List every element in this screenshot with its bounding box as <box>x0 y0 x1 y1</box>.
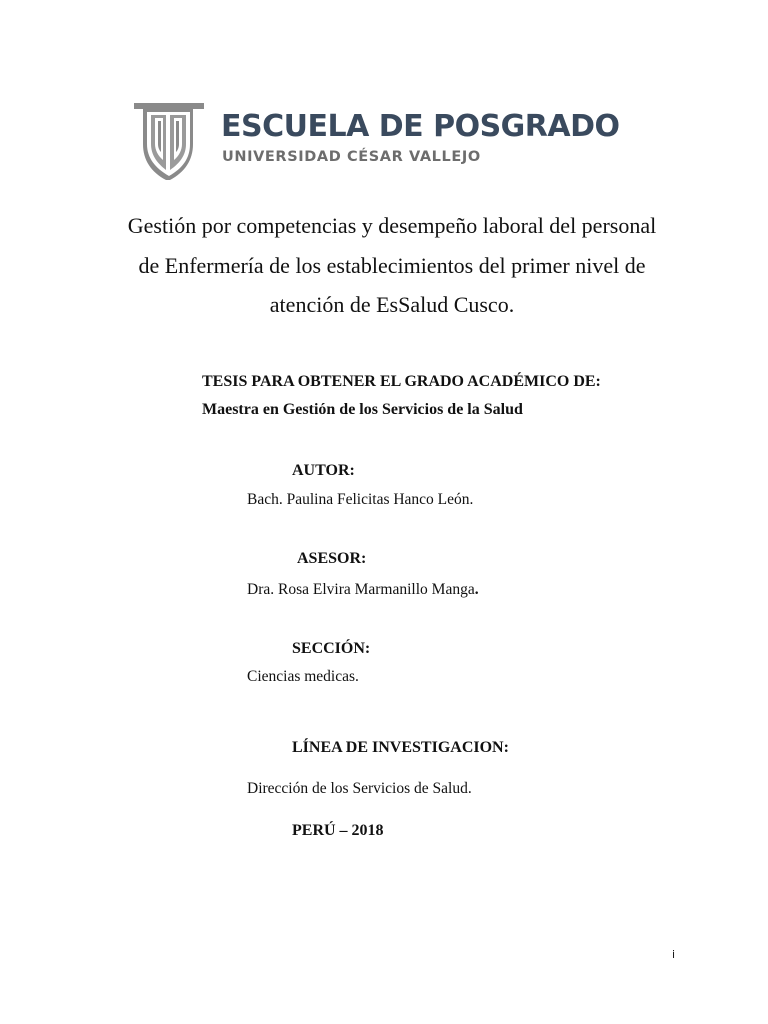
research-line-label: LÍNEA DE INVESTIGACION: <box>292 739 509 756</box>
institution-subtitle: UNIVERSIDAD CÉSAR VALLEJO <box>222 149 481 165</box>
thesis-title <box>100 206 684 325</box>
institution-title: ESCUELA DE POSGRADO <box>221 109 620 144</box>
research-line-value: Dirección de los Servicios de Salud. <box>247 780 472 797</box>
author-name: Bach. Paulina Felicitas Hanco León. <box>247 491 474 508</box>
advisor-name: Dra. Rosa Elvira Marmanillo Manga <box>247 581 475 598</box>
advisor-line <box>247 580 479 600</box>
degree-value: Maestra en Gestión de los Servicios de la Salud <box>202 401 523 418</box>
degree-label: TESIS PARA OBTENER EL GRADO ACADÉMICO DE: <box>202 373 601 390</box>
thesis-title-line: atención de EsSalud Cusco. <box>269 292 515 317</box>
section-value: Ciencias medicas. <box>247 668 359 685</box>
section-label: SECCIÓN: <box>292 640 371 657</box>
advisor-period: . <box>474 581 479 598</box>
page-number: i <box>672 948 676 961</box>
location-year: PERÚ – 2018 <box>292 822 384 839</box>
institution-logo <box>133 100 620 184</box>
thesis-title-line: Gestión por competencias y desempeño laboral del personal <box>127 213 657 238</box>
advisor-label: ASESOR: <box>297 550 367 567</box>
author-label: AUTOR: <box>292 462 355 479</box>
thesis-title-line: de Enfermería de los establecimientos del primer nivel de <box>138 252 646 278</box>
university-shield-icon <box>133 100 205 182</box>
